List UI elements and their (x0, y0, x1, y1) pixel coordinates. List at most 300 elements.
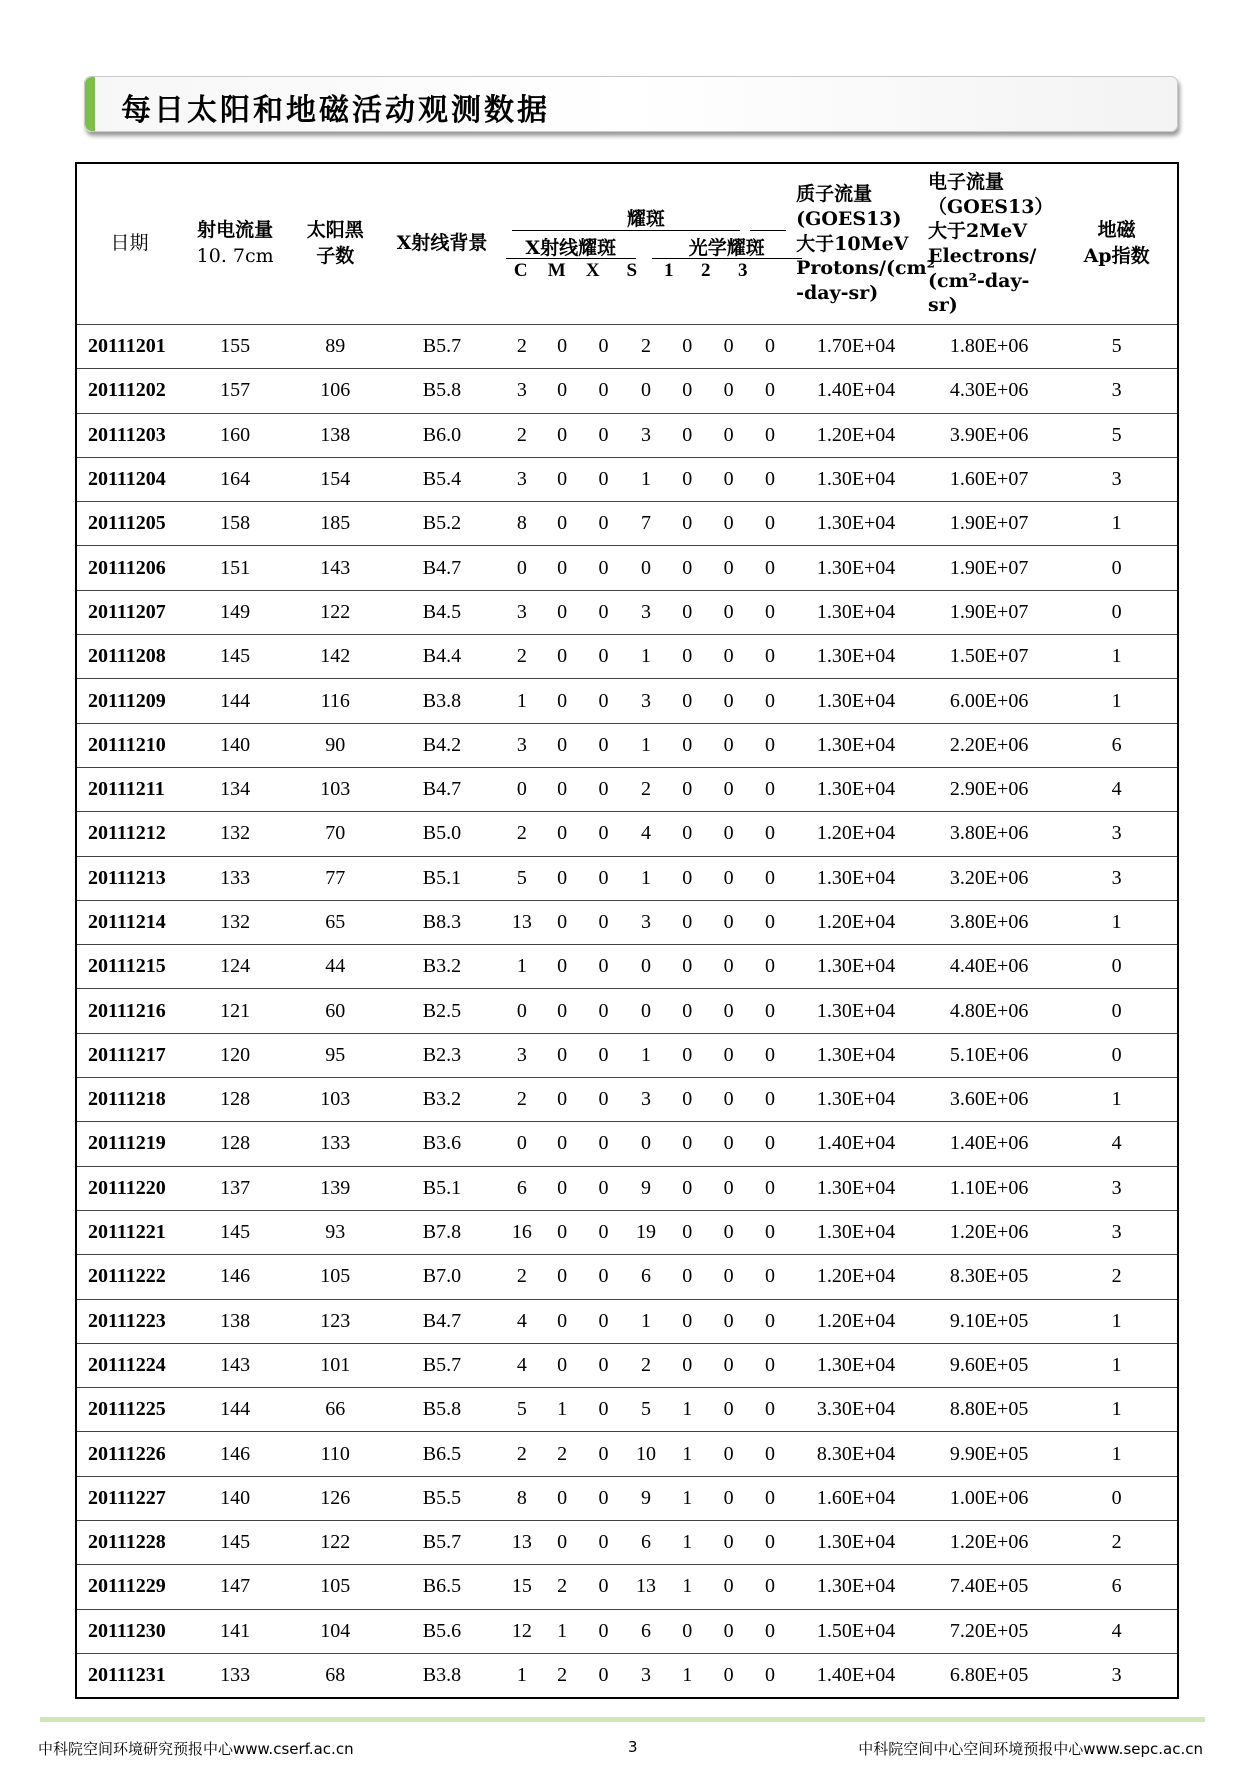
table-cell: 2.90E+06 (922, 767, 1056, 811)
table-cell: B6.5 (382, 1565, 502, 1609)
table-cell: 0 (582, 546, 624, 590)
table-cell: 134 (182, 767, 288, 811)
table-cell: 145 (182, 635, 288, 679)
table-cell: 0 (625, 989, 667, 1033)
table-cell: 0 (707, 812, 749, 856)
table-cell: 0 (707, 679, 749, 723)
table-cell: 144 (182, 679, 288, 723)
table-cell: 0 (582, 1521, 624, 1565)
table-cell: 0 (750, 457, 790, 501)
header-flare-group (502, 164, 790, 325)
table-cell: 2 (1056, 1255, 1177, 1299)
table-cell: 0 (582, 1432, 624, 1476)
table-cell: 1 (516, 1663, 527, 1686)
table-row (77, 989, 1177, 1033)
table-cell: 0 (707, 1255, 749, 1299)
table-cell: 20111205 (77, 502, 182, 546)
table-cell: 20111207 (77, 590, 182, 634)
table-cell: 0 (750, 635, 790, 679)
footer-divider (40, 1717, 1205, 1722)
table-cell: 0 (582, 1255, 624, 1299)
table-cell: 5 (1056, 325, 1177, 369)
table-cell: B4.2 (382, 723, 502, 767)
table-row (77, 812, 1177, 856)
table-cell: 1.90E+07 (922, 590, 1056, 634)
table-row (77, 767, 1177, 811)
table-cell: B4.7 (382, 767, 502, 811)
table-cell: 149 (182, 590, 288, 634)
table-cell: 0 (667, 1299, 707, 1343)
table-cell: 0 (750, 590, 790, 634)
table-cell: 5 (1056, 413, 1177, 457)
table-cell: 0 (667, 546, 707, 590)
table-cell: 2 (542, 1432, 582, 1476)
table-row (77, 369, 1177, 413)
table-cell: 3 (640, 1663, 651, 1686)
table-cell: 0 (667, 1343, 707, 1387)
table-cell: 8.30E+04 (790, 1432, 922, 1476)
table-cell: B7.0 (382, 1255, 502, 1299)
table-cell: 10 (625, 1432, 667, 1476)
table-cell: 0 (750, 1388, 790, 1432)
table-cell: 0 (750, 856, 790, 900)
table-cell: 1 (542, 1609, 582, 1653)
table-cell: 0 (542, 812, 582, 856)
table-cell: 0 (542, 989, 582, 1033)
table-cell: B5.8 (382, 1388, 502, 1432)
header-xray-flare: X射线耀斑 (525, 237, 617, 259)
table-cell: 0 (750, 945, 790, 989)
page-number: 3 (628, 1738, 638, 1756)
table-cell: 20111220 (77, 1166, 182, 1210)
table-cell: 0 (667, 413, 707, 457)
table-cell: 0 (750, 1609, 790, 1653)
table-cell: 0 (667, 1255, 707, 1299)
table-cell: B4.7 (382, 546, 502, 590)
table-cell: 3.80E+06 (922, 812, 1056, 856)
table-cell: 20111230 (77, 1609, 182, 1653)
table-cell: 0 (750, 502, 790, 546)
table-cell: 139 (288, 1166, 382, 1210)
table-cell: 2 (502, 1255, 542, 1299)
table-cell: B3.2 (382, 945, 502, 989)
table-cell: 1.20E+06 (922, 1210, 1056, 1254)
table-cell: 0 (707, 856, 749, 900)
table-cell: 0 (582, 812, 624, 856)
table-cell: 1.30E+04 (790, 1078, 922, 1122)
table-cell: B7.8 (382, 1210, 502, 1254)
table-cell: 16 (502, 1210, 542, 1254)
table-cell: 1 (667, 1388, 707, 1432)
table-row (77, 1343, 1177, 1387)
table-cell: 2.20E+06 (922, 723, 1056, 767)
table-cell: 95 (288, 1033, 382, 1077)
table-cell: 143 (288, 546, 382, 590)
table-cell: 104 (288, 1609, 382, 1653)
table-cell: 1 (502, 945, 542, 989)
table-cell: 0 (750, 1122, 790, 1166)
table-cell: 1.30E+04 (790, 457, 922, 501)
header-flare: 耀斑 (626, 208, 665, 230)
table-cell: 1.20E+04 (790, 1255, 922, 1299)
table-cell: 0 (582, 1033, 624, 1077)
table-cell: B3.8 (422, 1663, 462, 1686)
table-cell: 20111202 (77, 369, 182, 413)
table-cell: 1 (667, 1476, 707, 1520)
table-cell: 1 (1056, 679, 1177, 723)
table-cell: 4 (1056, 1122, 1177, 1166)
table-row (77, 1432, 1177, 1476)
table-cell: 0 (750, 723, 790, 767)
table-cell: 0 (1056, 989, 1177, 1033)
table-cell: 138 (182, 1299, 288, 1343)
table-cell: 1 (667, 1521, 707, 1565)
table-cell: 70 (288, 812, 382, 856)
table-cell: 151 (182, 546, 288, 590)
table-cell: 0 (582, 1388, 624, 1432)
table-cell: 6 (625, 1255, 667, 1299)
table-row (77, 1033, 1177, 1077)
table-cell: 0 (750, 1299, 790, 1343)
table-cell: 0 (1056, 1033, 1177, 1077)
table-cell: 3 (1056, 856, 1177, 900)
table-cell: 0 (542, 945, 582, 989)
table-cell: 0 (750, 1166, 790, 1210)
table-row (77, 325, 1177, 369)
table-cell: 0 (1056, 590, 1177, 634)
table-cell: 0 (750, 989, 790, 1033)
table-cell: 2 (1056, 1521, 1177, 1565)
table-cell: 1.30E+04 (790, 1166, 922, 1210)
table-cell: 0 (707, 1476, 749, 1520)
table-cell: 0 (582, 457, 624, 501)
table-cell: 0 (582, 369, 624, 413)
table-cell: 2 (625, 1343, 667, 1387)
table-cell: B6.5 (382, 1432, 502, 1476)
table-cell: 0 (542, 1521, 582, 1565)
table-cell: 0 (542, 1343, 582, 1387)
table-cell: 3 (625, 590, 667, 634)
table-cell: 1.30E+04 (790, 635, 922, 679)
table-cell: 1.40E+04 (790, 1122, 922, 1166)
table-cell: 1.40E+04 (790, 369, 922, 413)
table-cell: 128 (182, 1078, 288, 1122)
table-cell: 5 (502, 856, 542, 900)
table-cell: 0 (707, 325, 749, 369)
table-cell: 1.30E+04 (790, 1565, 922, 1609)
table-cell: 0 (542, 1078, 582, 1122)
table-cell: 143 (182, 1343, 288, 1387)
table-cell: 1.10E+06 (922, 1166, 1056, 1210)
header-xray-background: X射线背景 (396, 232, 488, 255)
table-cell: 0 (750, 1565, 790, 1609)
table-cell: 0 (582, 1609, 624, 1653)
table-cell: 7.40E+05 (922, 1565, 1056, 1609)
header-sunspot-number: 太阳黑 子数 (306, 219, 364, 267)
table-cell: B4.5 (382, 590, 502, 634)
table-cell: 20111226 (77, 1432, 182, 1476)
table-cell: 103 (288, 767, 382, 811)
table-cell: 0 (667, 679, 707, 723)
table-cell: 1.20E+04 (790, 1299, 922, 1343)
table-cell: 0 (707, 502, 749, 546)
header-flare-2: 2 (701, 260, 711, 281)
table-cell: 0 (582, 1122, 624, 1166)
table-cell: 1.80E+06 (922, 325, 1056, 369)
table-cell: 0 (582, 1166, 624, 1210)
table-cell: 0 (542, 1033, 582, 1077)
header-flare-1: 1 (664, 260, 674, 281)
table-cell: 1 (1056, 1432, 1177, 1476)
table-cell: 3 (502, 590, 542, 634)
table-cell: 0 (707, 1343, 749, 1387)
table-cell: 1.20E+04 (790, 413, 922, 457)
table-cell: B5.6 (382, 1609, 502, 1653)
table-cell: 0 (707, 1388, 749, 1432)
table-cell: 0 (707, 1078, 749, 1122)
table-cell: 89 (288, 325, 382, 369)
table-cell: 120 (182, 1033, 288, 1077)
table-cell: 1 (625, 1033, 667, 1077)
table-cell: 20111231 (88, 1663, 166, 1686)
table-cell: 3 (625, 900, 667, 944)
table-cell: 2 (557, 1663, 568, 1686)
table-cell: 158 (182, 502, 288, 546)
table-cell: 6 (1056, 723, 1177, 767)
table-cell: B5.2 (382, 502, 502, 546)
table-cell: 9.90E+05 (922, 1432, 1056, 1476)
table-cell: 0 (707, 989, 749, 1033)
table-cell: 1.50E+07 (922, 635, 1056, 679)
table-cell: 0 (667, 1078, 707, 1122)
table-row (77, 1476, 1177, 1520)
table-cell: 6 (625, 1609, 667, 1653)
table-cell: 6 (502, 1166, 542, 1210)
table-cell: 0 (582, 679, 624, 723)
table-cell: 0 (542, 635, 582, 679)
table-cell: 0 (582, 723, 624, 767)
table-cell: 12 (502, 1609, 542, 1653)
table-cell: 20111214 (77, 900, 182, 944)
table-cell: 1 (1056, 1299, 1177, 1343)
table-cell: 145 (182, 1210, 288, 1254)
table-row (77, 1609, 1177, 1653)
table-cell: 20111217 (77, 1033, 182, 1077)
table-cell: 6 (625, 1521, 667, 1565)
table-cell: 9 (625, 1166, 667, 1210)
table-cell: 155 (182, 325, 288, 369)
table-row (77, 1166, 1177, 1210)
table-cell: 1 (1056, 502, 1177, 546)
table-cell: 1 (1056, 635, 1177, 679)
table-cell: 146 (182, 1432, 288, 1476)
table-cell: 3 (1111, 1663, 1122, 1686)
header-flare-m: M (547, 260, 566, 281)
table-cell: 6.80E+05 (949, 1663, 1029, 1686)
table-cell: 0 (542, 856, 582, 900)
header-optical-flare: 光学耀斑 (688, 237, 765, 259)
table-cell: 0 (582, 1565, 624, 1609)
table-cell: 68 (325, 1663, 346, 1686)
table-cell: 20111215 (77, 945, 182, 989)
table-cell: 0 (667, 1033, 707, 1077)
table-cell: 7.20E+05 (922, 1609, 1056, 1653)
table-cell: 1.30E+04 (790, 989, 922, 1033)
table-cell: 0 (582, 856, 624, 900)
table-cell: 1.30E+04 (790, 1521, 922, 1565)
table-cell: 77 (288, 856, 382, 900)
table-cell: B2.3 (382, 1033, 502, 1077)
table-cell: 121 (182, 989, 288, 1033)
table-row (77, 590, 1177, 634)
table-cell: 0 (707, 1033, 749, 1077)
table-cell: 3.20E+06 (922, 856, 1056, 900)
table-cell: 132 (182, 812, 288, 856)
header-proton-flux: 质子流量 (GOES13) 大于10MeV Protons/(cm² -day-sr) (796, 183, 935, 305)
table-cell: 0 (542, 1122, 582, 1166)
table-cell: 20111203 (77, 413, 182, 457)
table-cell: 0 (667, 502, 707, 546)
table-cell: 6 (1056, 1565, 1177, 1609)
table-cell: 20111221 (77, 1210, 182, 1254)
table-row (77, 1210, 1177, 1254)
table-cell: 0 (750, 812, 790, 856)
table-cell: 5 (625, 1388, 667, 1432)
table-cell: 3 (1056, 1166, 1177, 1210)
table-cell: 0 (707, 1565, 749, 1609)
table-cell: 0 (667, 635, 707, 679)
table-cell: 4.80E+06 (922, 989, 1056, 1033)
table-cell: 0 (598, 1663, 609, 1686)
table-cell: 0 (750, 900, 790, 944)
table-cell: 0 (707, 1166, 749, 1210)
table-cell: B8.3 (382, 900, 502, 944)
table-cell: 0 (1056, 1476, 1177, 1520)
table-cell: B3.2 (382, 1078, 502, 1122)
table-cell: 133 (220, 1663, 251, 1686)
table-cell: 0 (1056, 945, 1177, 989)
table-cell: 2 (502, 812, 542, 856)
table-cell: 2 (502, 325, 542, 369)
table-cell: 1.00E+06 (922, 1476, 1056, 1520)
table-cell: 157 (182, 369, 288, 413)
table-cell: 44 (288, 945, 382, 989)
table-cell: 0 (667, 1166, 707, 1210)
table-cell: 0 (582, 325, 624, 369)
table-row (77, 1388, 1177, 1432)
table-cell: 0 (707, 767, 749, 811)
table-cell: 20111222 (77, 1255, 182, 1299)
table-cell: 0 (582, 1078, 624, 1122)
table-cell: 154 (288, 457, 382, 501)
table-cell: 1 (1056, 1078, 1177, 1122)
table-cell: 140 (182, 723, 288, 767)
table-cell: 137 (182, 1166, 288, 1210)
table-header-row (77, 164, 1177, 325)
table-cell: 0 (582, 767, 624, 811)
table-cell: 4.30E+06 (922, 369, 1056, 413)
table-cell: 0 (707, 1432, 749, 1476)
table-cell: 116 (288, 679, 382, 723)
table-cell: 20111208 (77, 635, 182, 679)
table-cell: 0 (542, 413, 582, 457)
table-cell: 1 (542, 1388, 582, 1432)
table-cell: 1 (625, 457, 667, 501)
table-cell: B4.7 (382, 1299, 502, 1343)
table-cell: 105 (288, 1255, 382, 1299)
table-cell: 9.10E+05 (922, 1299, 1056, 1343)
table-cell: 0 (707, 1521, 749, 1565)
table-cell: B3.6 (382, 1122, 502, 1166)
table-cell: 1 (682, 1663, 693, 1686)
table-cell: 0 (542, 546, 582, 590)
table-cell: 3 (625, 679, 667, 723)
table-cell: 124 (182, 945, 288, 989)
table-cell: 0 (750, 1255, 790, 1299)
table-cell: 20111225 (77, 1388, 182, 1432)
table-cell: 0 (542, 679, 582, 723)
table-cell: 15 (502, 1565, 542, 1609)
table-row (77, 1078, 1177, 1122)
table-cell: 1.30E+04 (790, 856, 922, 900)
table-cell: 13 (625, 1565, 667, 1609)
table-row (77, 1521, 1177, 1565)
table-row (77, 1653, 1177, 1697)
table-cell: 0 (667, 1122, 707, 1166)
table-cell: 20111211 (77, 767, 182, 811)
table-cell: 146 (182, 1255, 288, 1299)
table-cell: 20111224 (77, 1343, 182, 1387)
table-cell: 0 (707, 723, 749, 767)
table-cell: 0 (1056, 546, 1177, 590)
table-cell: 0 (542, 590, 582, 634)
table-cell: 0 (582, 1299, 624, 1343)
table-cell: 6.00E+06 (922, 679, 1056, 723)
table-cell: 0 (542, 1476, 582, 1520)
table-cell: 1 (625, 856, 667, 900)
table-cell: 128 (182, 1122, 288, 1166)
table-cell: 0 (750, 1432, 790, 1476)
table-cell: 0 (625, 1122, 667, 1166)
table-cell: B5.0 (382, 812, 502, 856)
table-cell: 4.40E+06 (922, 945, 1056, 989)
header-electron-flux: 电子流量 （GOES13） 大于2MeV Electrons/ (cm²-day-sr) (928, 170, 1054, 317)
table-row (77, 1565, 1177, 1609)
table-cell: 90 (288, 723, 382, 767)
page-title-banner (84, 76, 1178, 132)
header-flare-x: X (585, 260, 600, 281)
table-cell: 9 (625, 1476, 667, 1520)
table-row (77, 1122, 1177, 1166)
table-cell: 0 (625, 546, 667, 590)
table-cell: 2 (625, 767, 667, 811)
table-cell: 0 (750, 546, 790, 590)
table-cell: 0 (502, 767, 542, 811)
table-cell: 1 (667, 1432, 707, 1476)
table-row (77, 856, 1177, 900)
table-cell: 1 (625, 635, 667, 679)
table-cell: 0 (707, 945, 749, 989)
table-row (77, 945, 1177, 989)
header-radio-flux: 射电流量 10. 7cm (196, 219, 274, 267)
table-cell: B5.8 (382, 369, 502, 413)
table-row (77, 457, 1177, 501)
table-cell: 20111201 (77, 325, 182, 369)
table-cell: 0 (667, 856, 707, 900)
table-cell: 8.80E+05 (922, 1388, 1056, 1432)
table-cell: 133 (288, 1122, 382, 1166)
table-cell: 0 (502, 1122, 542, 1166)
